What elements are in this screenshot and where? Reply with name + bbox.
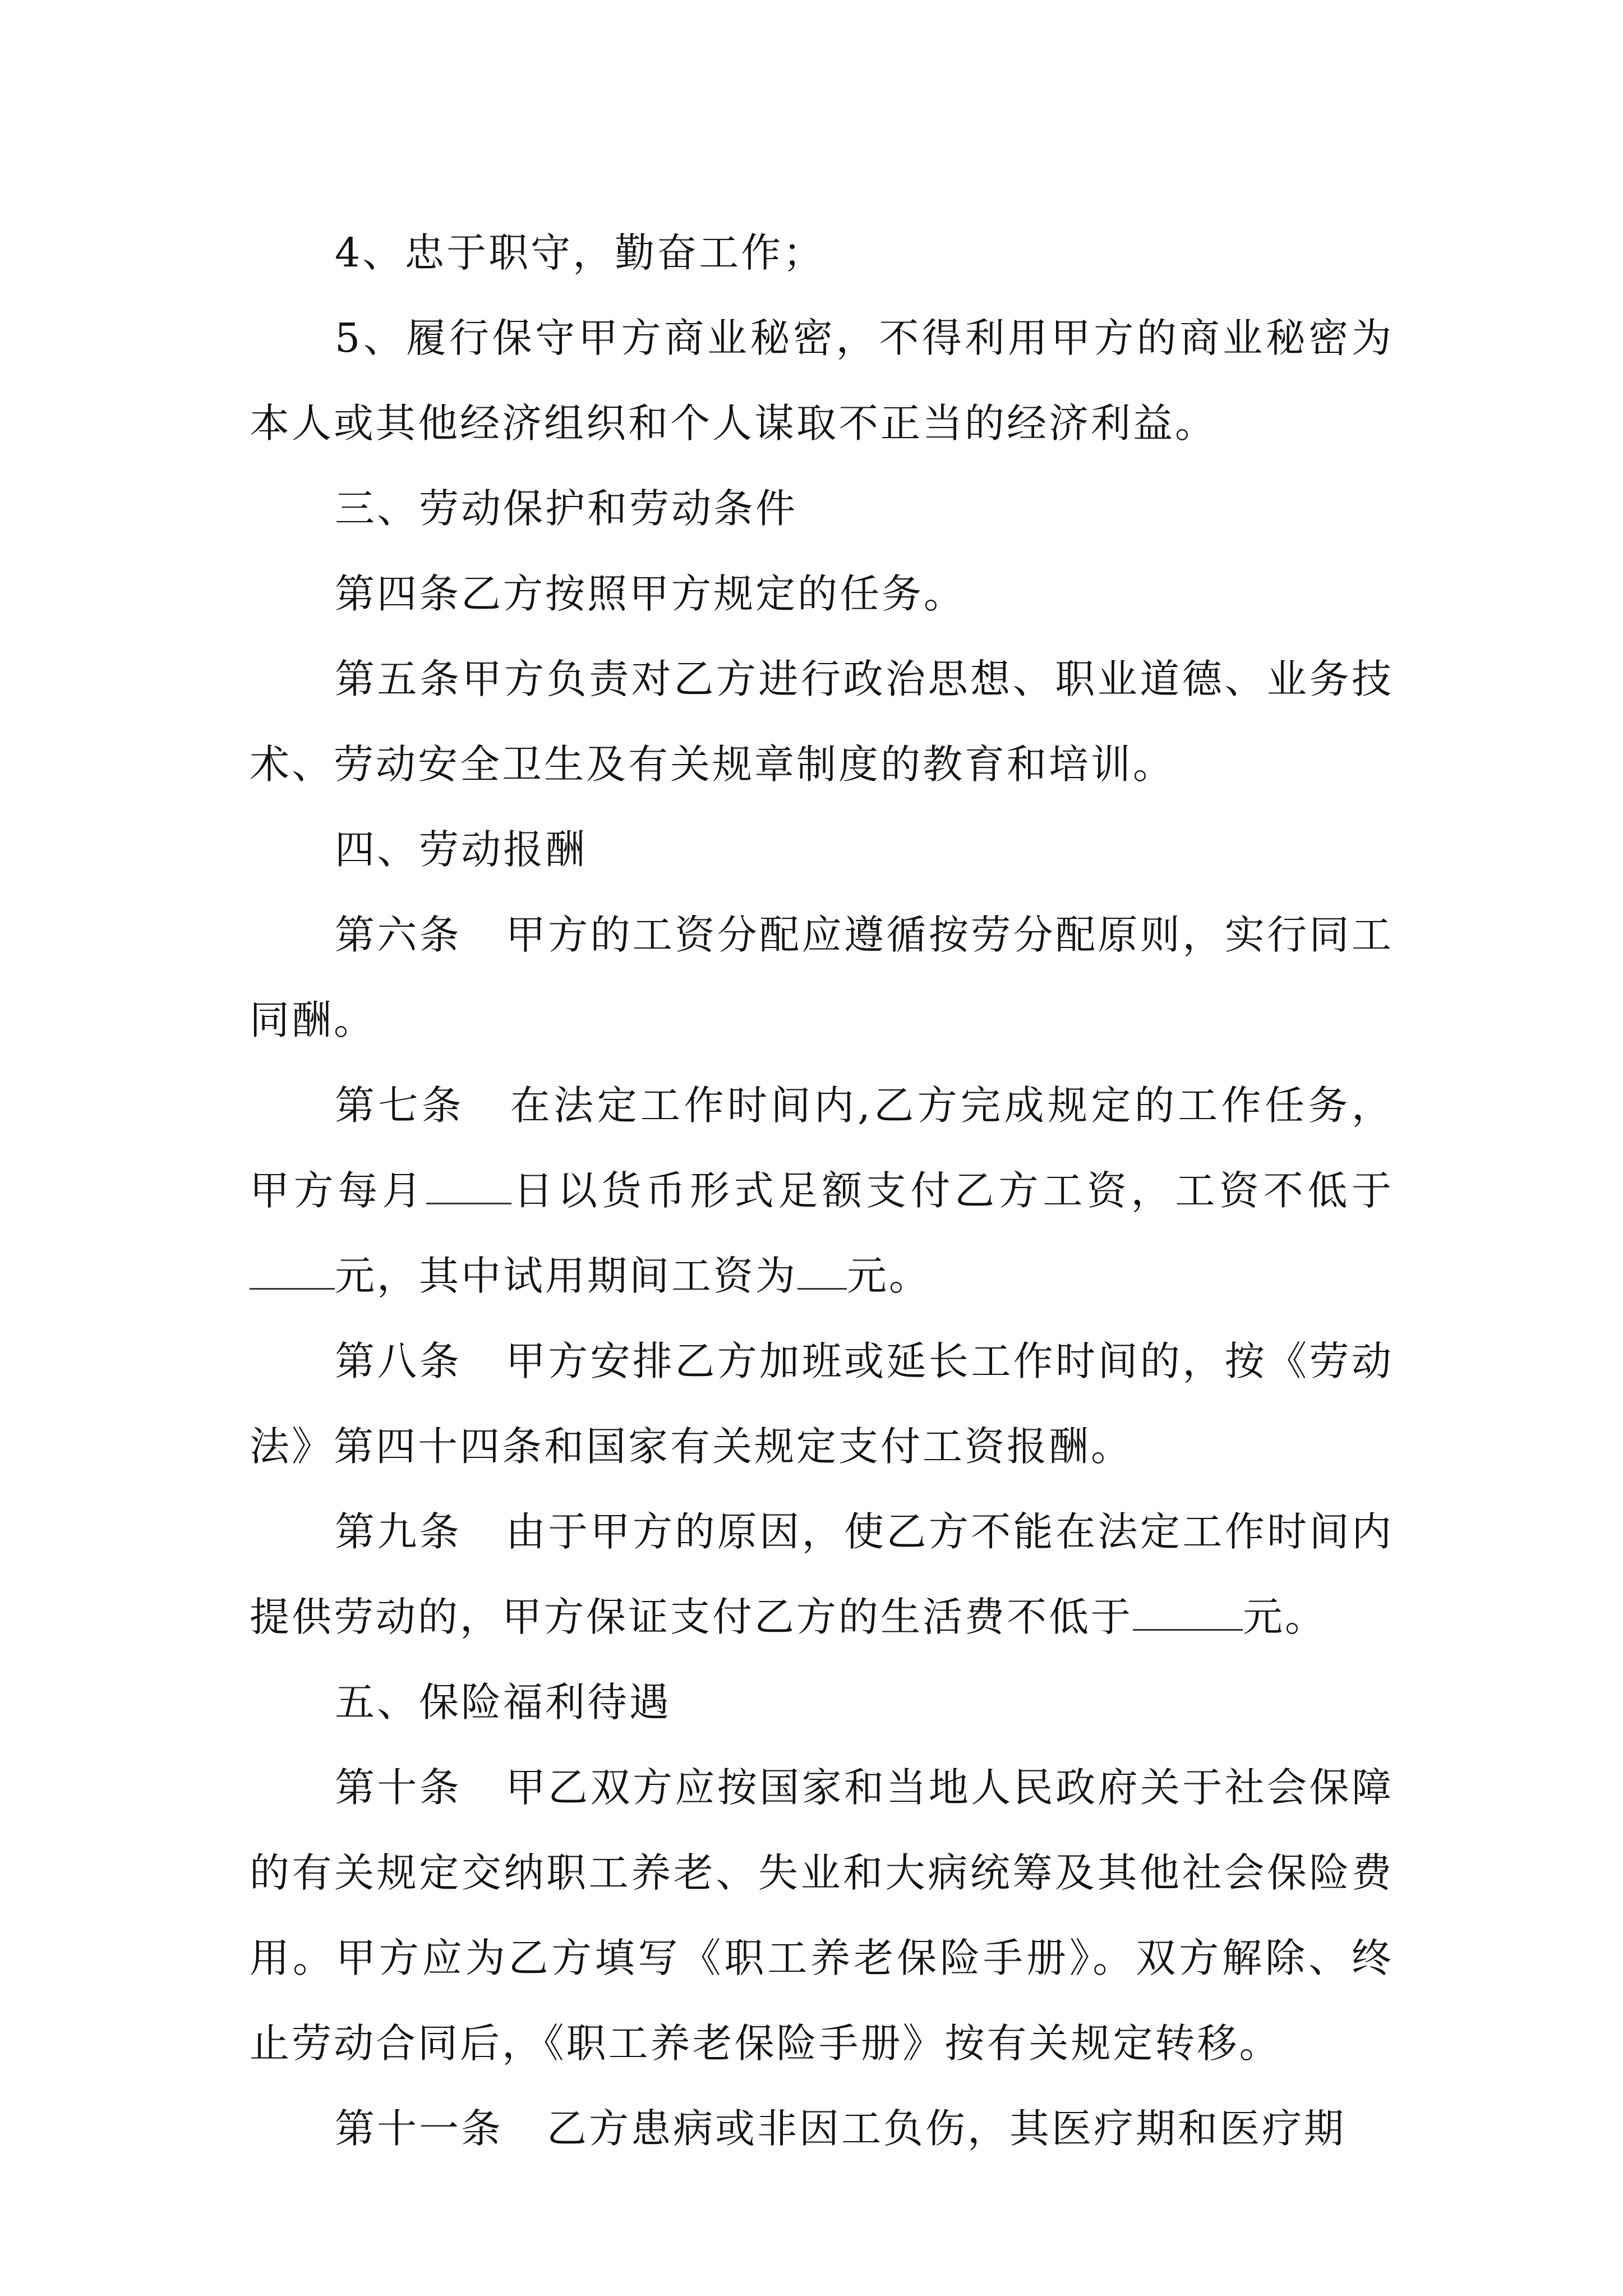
pay-day-blank bbox=[426, 1165, 511, 1204]
article-7 bbox=[250, 1063, 1394, 1319]
section-heading-5-text: 五、保险福利待遇 bbox=[335, 1679, 672, 1726]
section-heading-3-text: 三、劳动保护和劳动条件 bbox=[335, 485, 798, 532]
section-heading-4-text: 四、劳动报酬 bbox=[335, 826, 588, 873]
section-heading-4 bbox=[250, 807, 1394, 892]
article-7-label: 第七条 bbox=[335, 1082, 465, 1129]
article-6 bbox=[250, 892, 1394, 1063]
article-6-text: 甲方的工资分配应遵循按劳分配原则，实行同工同酬。 bbox=[250, 912, 1394, 1043]
article-7-text-1: 在法定工作时间内,乙方完成规定的工作任务，甲方每月 bbox=[250, 1082, 1394, 1214]
article-7-text-2: 日以货币形式足额支付乙方工资，工资不低于 bbox=[511, 1167, 1394, 1214]
section-heading-3 bbox=[250, 466, 1394, 551]
article-10-text: 甲乙双方应按国家和当地人民政府关于社会保障的有关规定交纳职工养老、失业和大病统筹及其他社会保险费用。甲方应为乙方填写《职工养老保险手册》。双方解除、终止劳动合同后，《职工养老保险手册》按有关规定转移。 bbox=[250, 1764, 1394, 2067]
document-body bbox=[250, 210, 1394, 2171]
article-8-text: 甲方安排乙方加班或延长工作时间的，按《劳动法》第四十四条和国家有关规定支付工资报酬。 bbox=[250, 1338, 1394, 1470]
article-6-label: 第六条 bbox=[335, 912, 462, 958]
duty-item-5-text: 5、履行保守甲方商业秘密，不得利用甲方的商业秘密为本人或其他经济组织和个人谋取不正当的经济利益。 bbox=[250, 315, 1394, 447]
article-8 bbox=[250, 1319, 1394, 1489]
duty-item-4 bbox=[250, 210, 1394, 296]
article-11-label: 第十一条 bbox=[335, 2105, 504, 2152]
article-10-label: 第十条 bbox=[335, 1764, 462, 1811]
article-9-label: 第九条 bbox=[335, 1508, 462, 1555]
article-9-text-1: 由于甲方的原因，使乙方不能在法定工作时间内提供劳动的，甲方保证支付乙方的生活费不低于 bbox=[250, 1508, 1394, 1640]
article-4-text: 第四条乙方按照甲方规定的任务。 bbox=[335, 570, 966, 617]
duty-item-4-text: 4、忠于职守，勤奋工作； bbox=[335, 229, 826, 276]
min-wage-blank bbox=[250, 1250, 335, 1290]
article-7-text-4: 元。 bbox=[847, 1253, 932, 1299]
article-5-text: 第五条甲方负责对乙方进行政治思想、职业道德、业务技术、劳动安全卫生及有关规章制度的教育和培训。 bbox=[250, 656, 1394, 788]
article-5 bbox=[250, 637, 1394, 807]
article-7-text-3: 元，其中试用期间工资为 bbox=[335, 1253, 798, 1299]
probation-wage-blank bbox=[797, 1250, 847, 1290]
article-11-text: 乙方患病或非因工负伤，其医疗期和医疗期 bbox=[547, 2105, 1347, 2152]
article-9 bbox=[250, 1489, 1394, 1660]
section-heading-5 bbox=[250, 1660, 1394, 1745]
article-9-text-2: 元。 bbox=[1243, 1594, 1327, 1640]
article-8-label: 第八条 bbox=[335, 1338, 462, 1384]
article-4 bbox=[250, 551, 1394, 637]
duty-item-5 bbox=[250, 296, 1394, 466]
living-allowance-blank bbox=[1133, 1591, 1243, 1631]
article-11 bbox=[250, 2086, 1394, 2171]
article-10 bbox=[250, 1745, 1394, 2086]
